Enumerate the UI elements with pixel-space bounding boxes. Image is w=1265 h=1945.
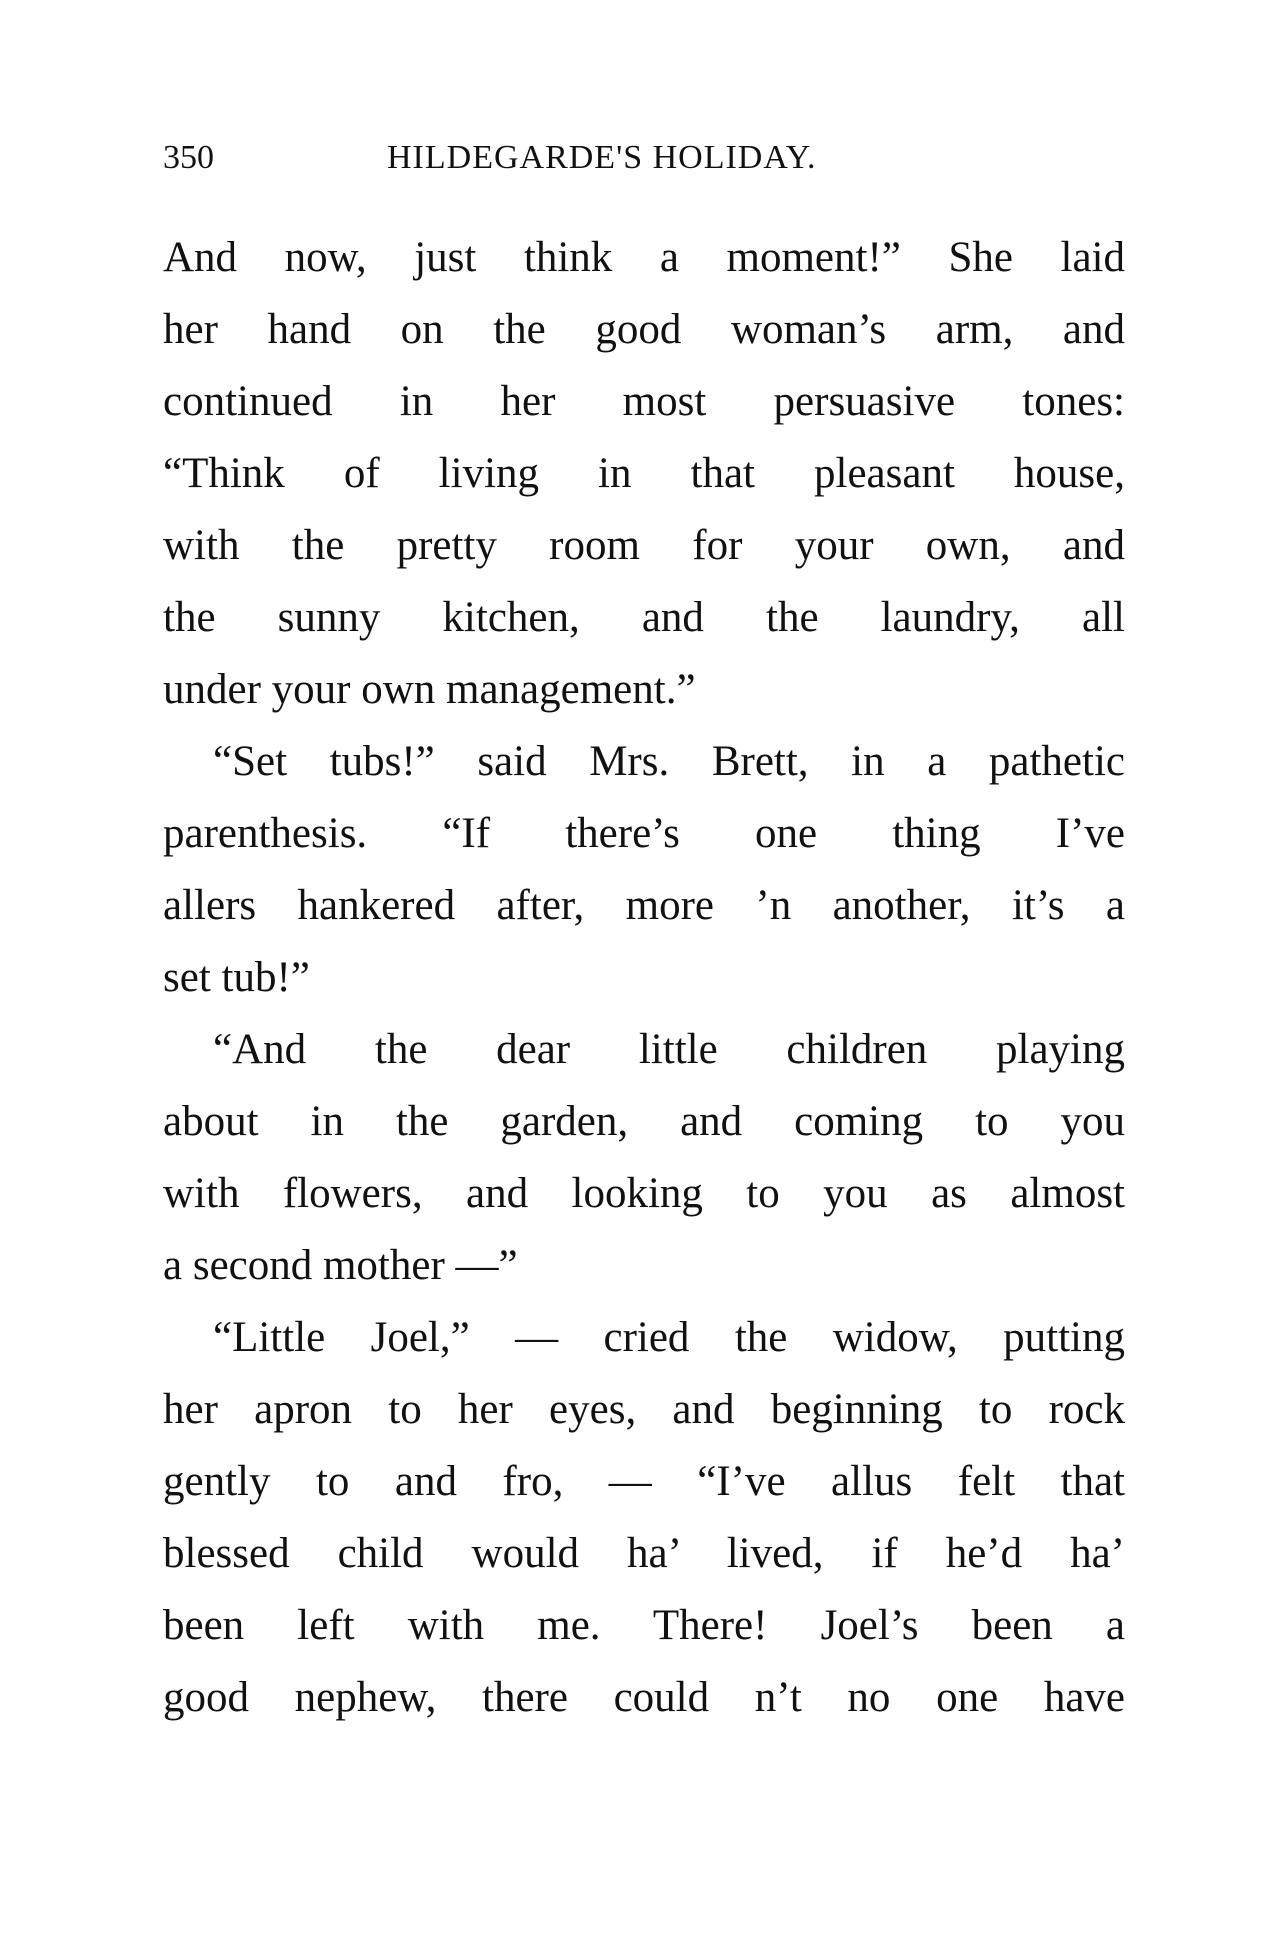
text-line: her hand on the good woman’s arm, and [163,306,1125,353]
text-line: allers hankered after, more ’n another, it’s a [163,882,1125,929]
running-title: HILDEGARDE'S HOLIDAY. [387,139,817,176]
text-line: continued in her most persuasive tones: [163,378,1125,425]
text-line: parenthesis. “If there’s one thing I’ve [163,810,1125,857]
text-line: “Think of living in that pleasant house, [163,450,1125,497]
text-line: been left with me. There! Joel’s been a [163,1602,1125,1649]
text-line: about in the garden, and coming to you [163,1098,1125,1145]
text-line: blessed child would ha’ lived, if he’d ha’ [163,1530,1125,1577]
text-line: with flowers, and looking to you as almost [163,1170,1125,1217]
text-line: set tub!” [163,954,310,1001]
text-line: “Little Joel,” — cried the widow, putting [213,1314,1125,1361]
text-line: her apron to her eyes, and beginning to rock [163,1386,1125,1433]
text-line: good nephew, there could n’t no one have [163,1674,1125,1721]
text-line: under your own management.” [163,666,696,713]
page-number: 350 [163,139,214,176]
text-line: the sunny kitchen, and the laundry, all [163,594,1125,641]
body-text [163,222,1125,1734]
text-line: with the pretty room for your own, and [163,522,1125,569]
text-line: “Set tubs!” said Mrs. Brett, in a pathetic [213,738,1125,785]
text-line: And now, just think a moment!” She laid [163,234,1125,281]
text-line: gently to and fro, — “I’ve allus felt that [163,1458,1125,1505]
text-line: a second mother —” [163,1242,518,1289]
running-head [163,136,1128,180]
text-line: “And the dear little children playing [213,1026,1125,1073]
